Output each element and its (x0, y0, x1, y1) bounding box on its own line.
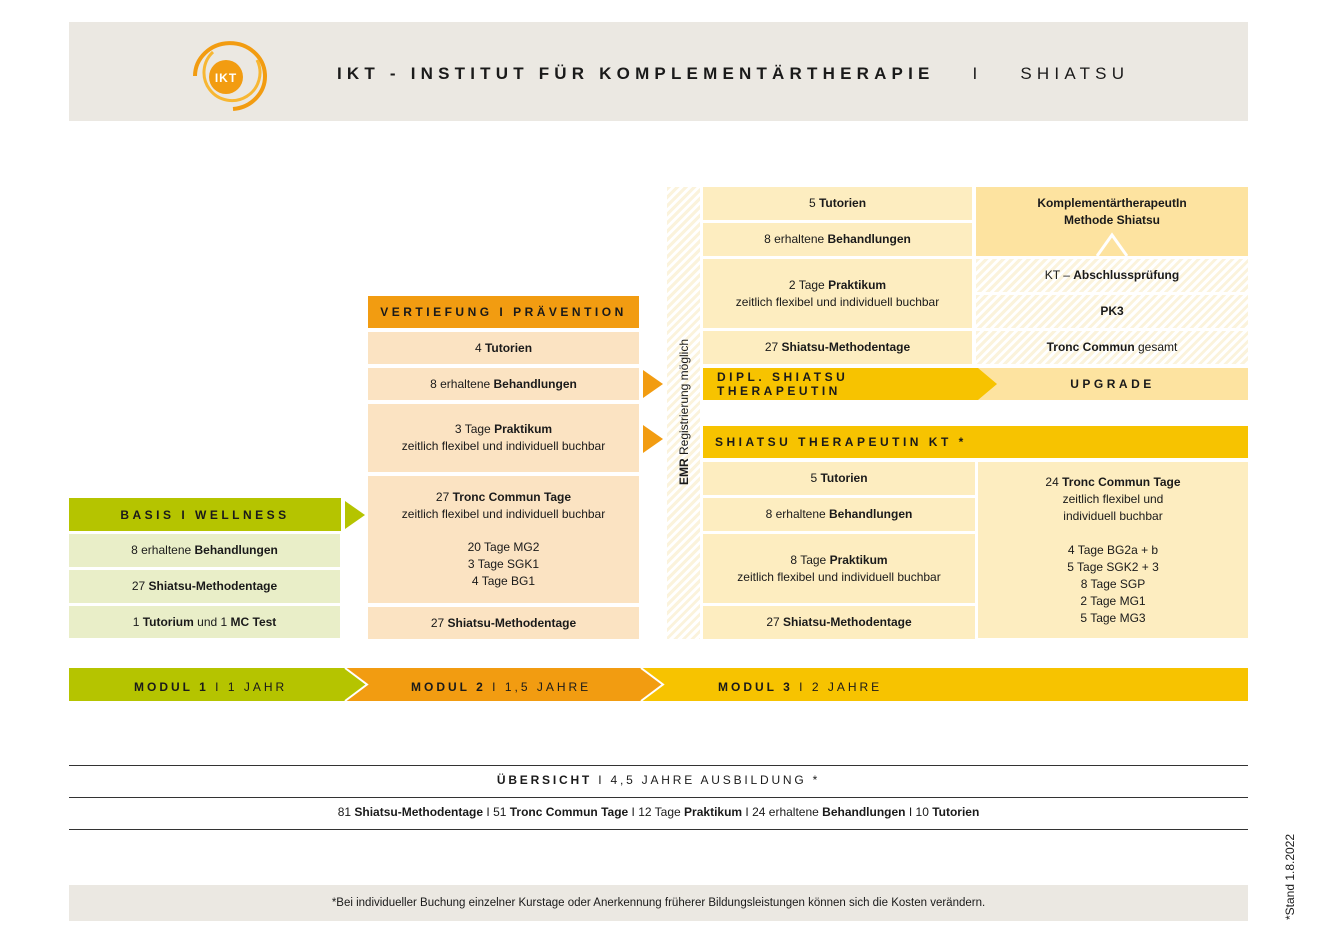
modul2-praktikum: 3 Tage Praktikum zeitlich flexibel und individuell buchbar (368, 404, 639, 472)
footnote-bar (69, 885, 1248, 921)
stand-date: *Stand 1.8.2022 (1283, 833, 1297, 921)
ikt-logo (183, 30, 273, 114)
page-subtitle: SHIATSU (1020, 64, 1130, 83)
modul1-tutorium: 1 Tutorium und 1 MC Test (69, 606, 340, 638)
kt-tronc-commun-gesamt: Tronc Commun gesamt (976, 331, 1248, 364)
modul2-tutorien: 4 Tutorien (368, 332, 639, 364)
kt-abschlusspruefung: KT – Abschlussprüfung (976, 259, 1248, 292)
dipl-tutorien: 5 Tutorien (703, 187, 972, 220)
kt-tutorien: 5 Tutorien (703, 462, 975, 495)
modul1-title: BASIS I WELLNESS (120, 507, 290, 522)
overview-top-rule (69, 765, 1248, 766)
modul1-label: MODUL 1 I 1 JAHR (134, 680, 288, 694)
modul1-behandlungen: 8 erhaltene Behandlungen (69, 534, 340, 567)
kt-methodentage: 27 Shiatsu-Methodentage (703, 606, 975, 639)
modul2-tronc-commun: 27 Tronc Commun Tage zeitlich flexibel und individuell buchbar 20 Tage MG2 3 Tage SGK1 4 Tage BG1 (368, 476, 639, 603)
modul1-arrow (345, 501, 365, 529)
kt-pk3: PK3 (976, 295, 1248, 328)
kt-title: SHIATSU THERAPEUTIN KT * (715, 435, 967, 449)
modul3-label: MODUL 3 I 2 JAHRE (718, 680, 883, 694)
overview-summary: 81 Shiatsu-Methodentage I 51 Tronc Commun Tage I 12 Tage Praktikum I 24 erhaltene Behandlungen I 10 Tutorien (337, 805, 980, 819)
footnote-text: *Bei individueller Buchung einzelner Kurstage oder Anerkennung früherer Bildungsleistungen können sich die Kosten verändern. (331, 897, 986, 909)
modul2-label: MODUL 2 I 1,5 JAHRE (411, 680, 592, 694)
modul2-methodentage: 27 Shiatsu-Methodentage (368, 607, 639, 639)
dipl-behandlungen: 8 erhaltene Behandlungen (703, 223, 972, 256)
modul2-header (368, 296, 639, 328)
header-bar (69, 22, 1248, 121)
emr-label: EMR Registrierung möglich (677, 338, 691, 486)
modul1-methodentage: 27 Shiatsu-Methodentage (69, 570, 340, 603)
modul2-arrow-2 (643, 425, 663, 453)
title-separator: I (972, 64, 983, 83)
overview-mid-rule (69, 797, 1248, 798)
upward-arrow-icon (1096, 231, 1128, 257)
page-title: IKT - INSTITUT FÜR KOMPLEMENTÄRTHERAPIE (337, 64, 935, 83)
logo-text: IKT (214, 71, 238, 85)
kt-praktikum: 8 Tage Praktikum zeitlich flexibel und individuell buchbar (703, 534, 975, 603)
dipl-praktikum: 2 Tage Praktikum zeitlich flexibel und individuell buchbar (703, 259, 972, 328)
dipl-title: DIPL. SHIATSU THERAPEUTIN (717, 370, 849, 398)
page-title-row (337, 64, 1129, 84)
modul1-header (69, 498, 341, 531)
modul2-behandlungen: 8 erhaltene Behandlungen (368, 368, 639, 400)
dipl-methodentage: 27 Shiatsu-Methodentage (703, 331, 972, 364)
dipl-header (703, 368, 978, 400)
kt-header (703, 426, 1248, 458)
kt-title-box: KomplementärtherapeutIn Methode Shiatsu (976, 187, 1248, 256)
overview-bottom-rule (69, 829, 1248, 830)
overview-title: ÜBERSICHT I 4,5 JAHRE AUSBILDUNG * (496, 773, 821, 787)
kt-tronc-commun: 24 Tronc Commun Tage zeitlich flexibel und individuell buchbar 4 Tage BG2a + b 5 Tage SGK2 + 3 8 Tage SGP 2 Tage MG1 5 Tage MG3 (978, 462, 1248, 638)
modul2-title: VERTIEFUNG I PRÄVENTION (380, 305, 627, 319)
kt-behandlungen: 8 erhaltene Behandlungen (703, 498, 975, 531)
modul2-arrow-1 (643, 370, 663, 398)
upgrade-label: UPGRADE (1070, 377, 1155, 391)
